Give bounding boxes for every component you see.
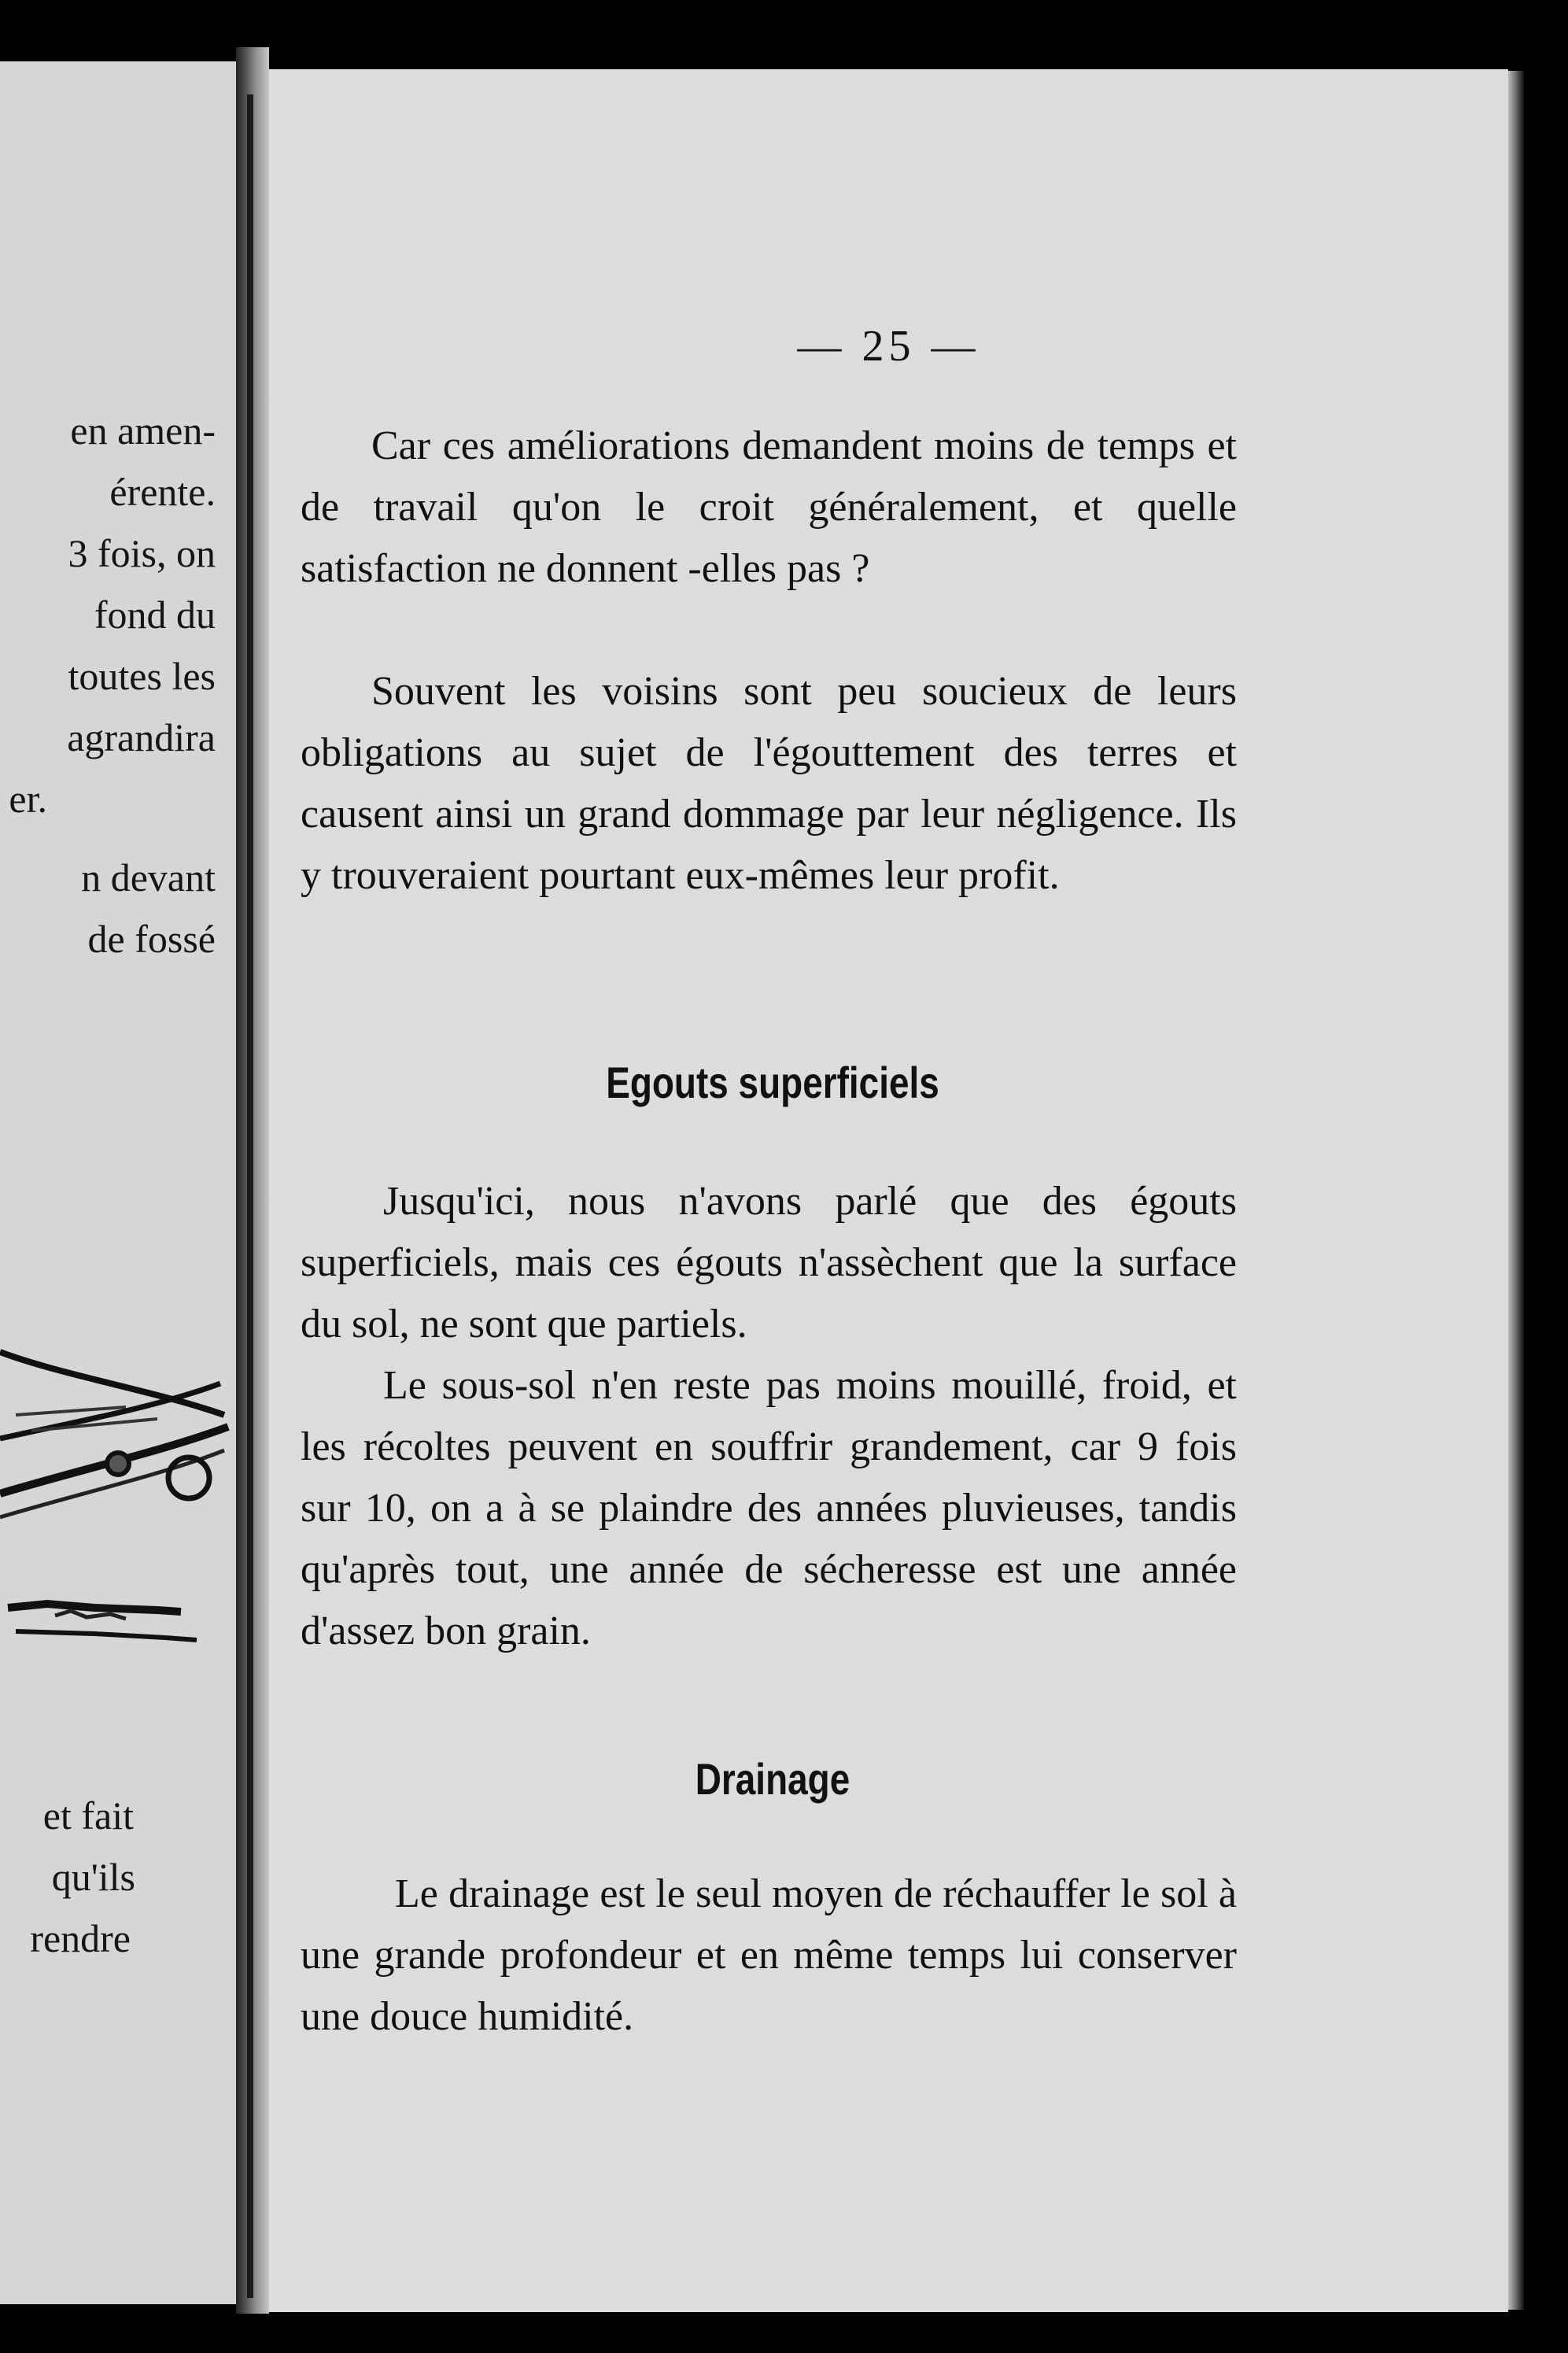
gutter-shadow [247, 94, 253, 2298]
paragraph: Le drainage est le seul moyen de réchauffer le sol à une grande profondeur et en même temps lui conserver une douce humidité. [301, 1871, 1237, 2039]
left-line: qu'ils [51, 1855, 135, 1899]
left-line: et fait [42, 1793, 134, 1838]
left-page [0, 61, 236, 2304]
paragraph: Jusqu'ici, nous n'avons parlé que des égouts superficiels, mais ces égouts n'assèchent que la surface du sol, ne sont que partiels. [301, 1179, 1237, 1346]
left-line: en amen- [70, 408, 216, 452]
section-heading: Drainage [695, 1754, 850, 1804]
right-page [269, 69, 1508, 2312]
plow-illustration [0, 1258, 236, 1698]
page-number: — 25 — [797, 322, 980, 371]
left-line: agrandira [67, 715, 216, 759]
left-line: 3 fois, on [68, 531, 216, 575]
left-line: er. [9, 777, 47, 821]
left-line: n devant [81, 855, 216, 899]
page-edge [1508, 71, 1524, 2310]
left-line: érente. [109, 470, 216, 514]
paragraph: Souvent les voisins sont peu soucieux de leurs obligations au sujet de l'égouttement des terres et causent ainsi un grand dommage par leur négligence. Ils y trouveraient pourtant eux-mêmes leur profit. [301, 669, 1237, 898]
left-line: de fossé [87, 917, 216, 961]
left-line: fond du [94, 593, 216, 637]
paragraph: Car ces améliorations demandent moins de temps et de travail qu'on le croit généralement, et quelle satisfaction ne donnent -elles pas ? [301, 423, 1237, 591]
section-heading: Egouts superficiels [606, 1058, 939, 1107]
left-line: rendre [30, 1916, 131, 1960]
left-line: toutes les [68, 654, 216, 698]
paragraph: Le sous-sol n'en reste pas moins mouillé, froid, et les récoltes peuvent en souffrir grandement, car 9 fois sur 10, on a à se plaindre des années pluvieuses, tandis qu'après tout, une année de sécheresse est une année d'assez bon grain. [301, 1363, 1237, 1653]
